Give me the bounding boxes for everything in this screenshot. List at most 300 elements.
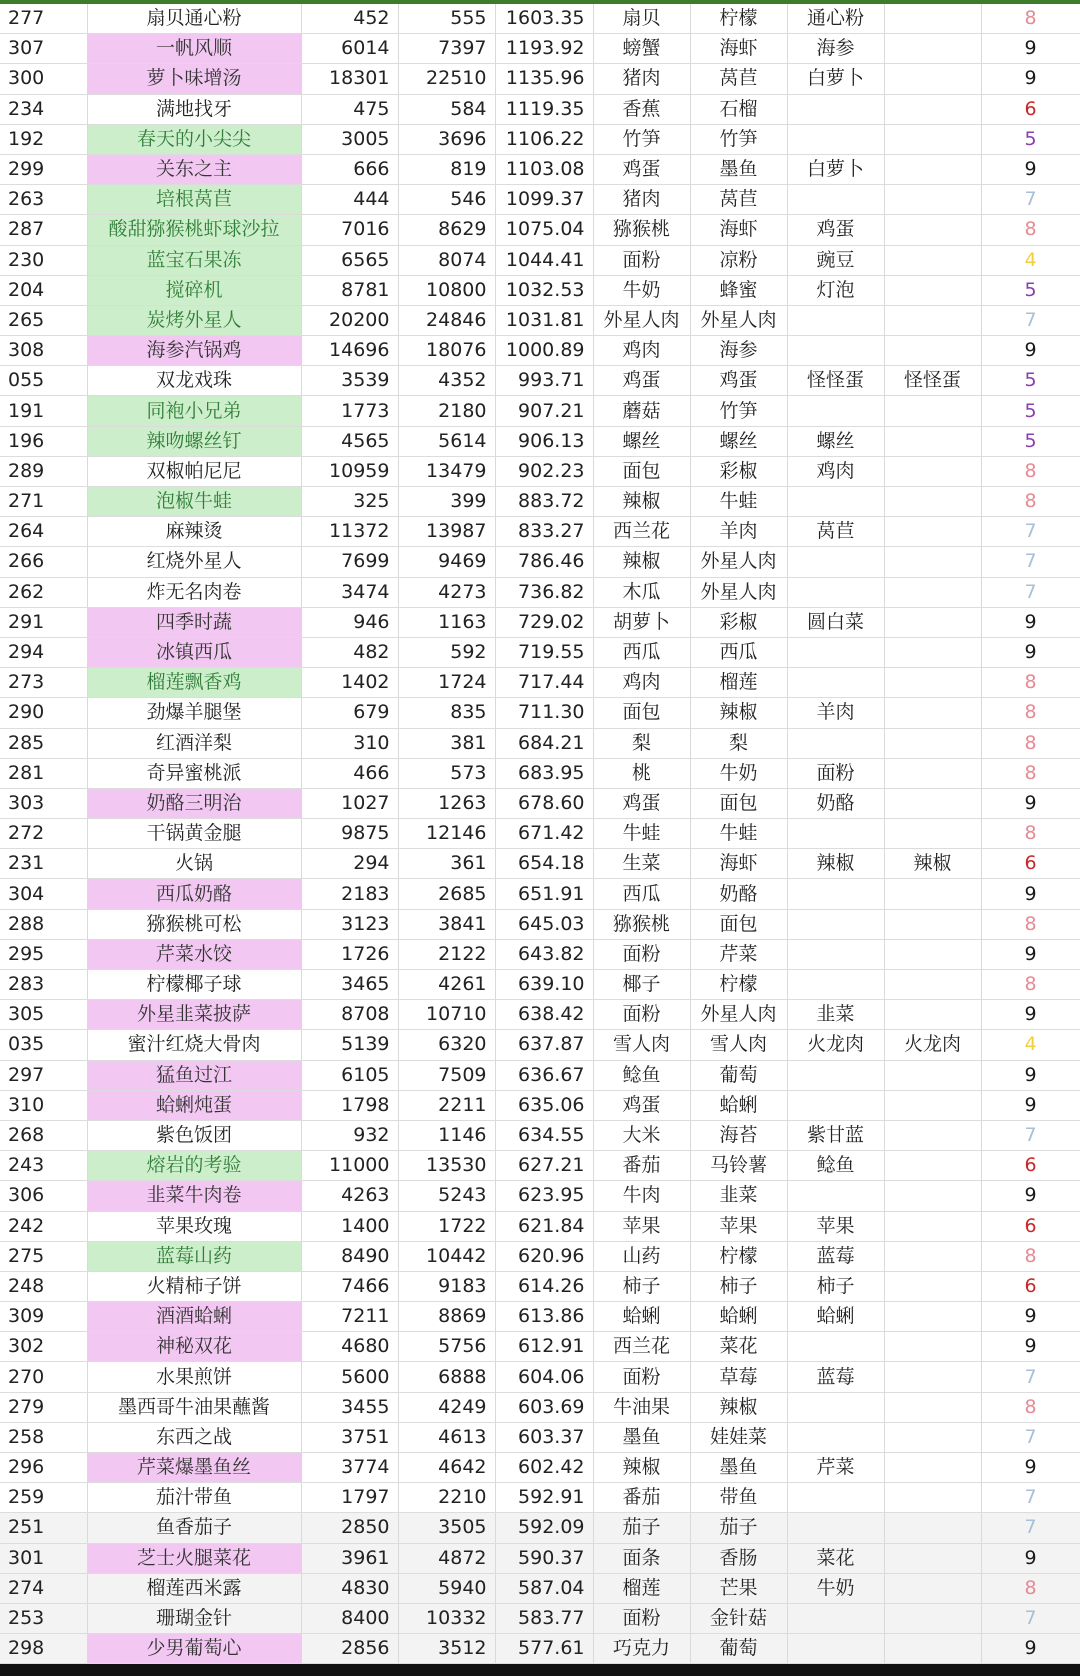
cell-id[interactable]: 275 — [0, 1241, 87, 1271]
cell-ingredient-1[interactable]: 木瓜 — [593, 577, 690, 607]
cell-dish-name[interactable]: 炭烤外星人 — [87, 305, 301, 335]
cell-id[interactable]: 035 — [0, 1030, 87, 1060]
cell-id[interactable]: 306 — [0, 1181, 87, 1211]
cell-ingredient-3[interactable]: 圆白菜 — [787, 607, 884, 637]
cell-id[interactable]: 242 — [0, 1211, 87, 1241]
cell-dish-name[interactable]: 春天的小尖尖 — [87, 124, 301, 154]
cell-id[interactable]: 234 — [0, 94, 87, 124]
cell-value-a[interactable]: 18301 — [301, 64, 398, 94]
cell-ingredient-1[interactable]: 椰子 — [593, 970, 690, 1000]
cell-level[interactable]: 7 — [981, 305, 1080, 335]
cell-ingredient-4[interactable] — [884, 758, 981, 788]
cell-value-b[interactable]: 573 — [398, 758, 495, 788]
cell-ingredient-1[interactable]: 生菜 — [593, 849, 690, 879]
cell-ingredient-4[interactable] — [884, 64, 981, 94]
cell-ingredient-4[interactable] — [884, 879, 981, 909]
cell-dish-name[interactable]: 韭菜牛肉卷 — [87, 1181, 301, 1211]
cell-ingredient-4[interactable] — [884, 607, 981, 637]
cell-value-a[interactable]: 310 — [301, 728, 398, 758]
cell-level[interactable]: 8 — [981, 698, 1080, 728]
cell-value-c[interactable]: 577.61 — [495, 1634, 593, 1664]
cell-ingredient-4[interactable] — [884, 1302, 981, 1332]
cell-ingredient-1[interactable]: 面粉 — [593, 939, 690, 969]
cell-dish-name[interactable]: 蓝宝石果冻 — [87, 245, 301, 275]
cell-value-a[interactable]: 3751 — [301, 1422, 398, 1452]
cell-value-a[interactable]: 3539 — [301, 366, 398, 396]
cell-value-b[interactable]: 4642 — [398, 1453, 495, 1483]
cell-id[interactable]: 231 — [0, 849, 87, 879]
cell-level[interactable]: 8 — [981, 1392, 1080, 1422]
cell-dish-name[interactable]: 外星韭菜披萨 — [87, 1000, 301, 1030]
cell-ingredient-2[interactable]: 外星人肉 — [690, 547, 787, 577]
cell-value-c[interactable]: 786.46 — [495, 547, 593, 577]
cell-value-c[interactable]: 678.60 — [495, 788, 593, 818]
cell-value-c[interactable]: 651.91 — [495, 879, 593, 909]
cell-ingredient-3[interactable] — [787, 487, 884, 517]
cell-value-b[interactable]: 592 — [398, 637, 495, 667]
cell-value-a[interactable]: 4830 — [301, 1573, 398, 1603]
cell-ingredient-2[interactable]: 墨鱼 — [690, 1453, 787, 1483]
cell-ingredient-4[interactable] — [884, 1060, 981, 1090]
cell-ingredient-4[interactable] — [884, 1483, 981, 1513]
cell-ingredient-3[interactable]: 豌豆 — [787, 245, 884, 275]
cell-dish-name[interactable]: 水果煎饼 — [87, 1362, 301, 1392]
cell-ingredient-2[interactable]: 韭菜 — [690, 1181, 787, 1211]
cell-level[interactable]: 5 — [981, 275, 1080, 305]
cell-ingredient-4[interactable] — [884, 1603, 981, 1633]
cell-id[interactable]: 289 — [0, 456, 87, 486]
cell-value-b[interactable]: 1722 — [398, 1211, 495, 1241]
cell-value-c[interactable]: 590.37 — [495, 1543, 593, 1573]
cell-dish-name[interactable]: 培根莴苣 — [87, 185, 301, 215]
cell-dish-name[interactable]: 鱼香茄子 — [87, 1513, 301, 1543]
cell-value-b[interactable]: 9469 — [398, 547, 495, 577]
cell-ingredient-2[interactable]: 海虾 — [690, 849, 787, 879]
cell-ingredient-2[interactable]: 海苔 — [690, 1120, 787, 1150]
cell-ingredient-3[interactable] — [787, 909, 884, 939]
cell-id[interactable]: 253 — [0, 1603, 87, 1633]
cell-id[interactable]: 287 — [0, 215, 87, 245]
cell-ingredient-4[interactable] — [884, 1241, 981, 1271]
cell-value-c[interactable]: 612.91 — [495, 1332, 593, 1362]
cell-dish-name[interactable]: 搅碎机 — [87, 275, 301, 305]
cell-id[interactable]: 268 — [0, 1120, 87, 1150]
cell-ingredient-3[interactable]: 鲶鱼 — [787, 1151, 884, 1181]
cell-value-c[interactable]: 684.21 — [495, 728, 593, 758]
cell-id[interactable]: 266 — [0, 547, 87, 577]
cell-ingredient-2[interactable]: 外星人肉 — [690, 577, 787, 607]
cell-ingredient-3[interactable]: 螺丝 — [787, 426, 884, 456]
cell-id[interactable]: 285 — [0, 728, 87, 758]
cell-ingredient-4[interactable] — [884, 1181, 981, 1211]
cell-ingredient-3[interactable]: 蓝莓 — [787, 1362, 884, 1392]
cell-ingredient-3[interactable]: 白萝卜 — [787, 64, 884, 94]
cell-value-b[interactable]: 361 — [398, 849, 495, 879]
cell-value-a[interactable]: 3961 — [301, 1543, 398, 1573]
cell-ingredient-1[interactable]: 猪肉 — [593, 185, 690, 215]
cell-value-b[interactable]: 4273 — [398, 577, 495, 607]
cell-value-a[interactable]: 1402 — [301, 668, 398, 698]
cell-value-b[interactable]: 4613 — [398, 1422, 495, 1452]
cell-value-a[interactable]: 8400 — [301, 1603, 398, 1633]
cell-value-a[interactable]: 3005 — [301, 124, 398, 154]
cell-dish-name[interactable]: 炸无名肉卷 — [87, 577, 301, 607]
cell-ingredient-3[interactable] — [787, 577, 884, 607]
cell-level[interactable]: 6 — [981, 1271, 1080, 1301]
cell-value-b[interactable]: 2180 — [398, 396, 495, 426]
cell-id[interactable]: 265 — [0, 305, 87, 335]
cell-level[interactable]: 9 — [981, 1302, 1080, 1332]
cell-id[interactable]: 262 — [0, 577, 87, 607]
cell-ingredient-4[interactable] — [884, 1151, 981, 1181]
cell-ingredient-2[interactable]: 香肠 — [690, 1543, 787, 1573]
cell-ingredient-4[interactable] — [884, 547, 981, 577]
cell-ingredient-2[interactable]: 凉粉 — [690, 245, 787, 275]
cell-dish-name[interactable]: 四季时蔬 — [87, 607, 301, 637]
cell-value-a[interactable]: 4680 — [301, 1332, 398, 1362]
cell-ingredient-1[interactable]: 牛肉 — [593, 1181, 690, 1211]
cell-ingredient-2[interactable]: 海虾 — [690, 34, 787, 64]
cell-value-a[interactable]: 932 — [301, 1120, 398, 1150]
cell-ingredient-2[interactable]: 螺丝 — [690, 426, 787, 456]
cell-level[interactable]: 9 — [981, 939, 1080, 969]
cell-ingredient-3[interactable]: 菜花 — [787, 1543, 884, 1573]
cell-value-a[interactable]: 482 — [301, 637, 398, 667]
cell-ingredient-3[interactable]: 牛奶 — [787, 1573, 884, 1603]
cell-value-a[interactable]: 8708 — [301, 1000, 398, 1030]
cell-value-b[interactable]: 555 — [398, 4, 495, 34]
cell-ingredient-2[interactable]: 娃娃菜 — [690, 1422, 787, 1452]
cell-id[interactable]: 251 — [0, 1513, 87, 1543]
cell-ingredient-1[interactable]: 桃 — [593, 758, 690, 788]
cell-ingredient-4[interactable] — [884, 305, 981, 335]
cell-level[interactable]: 8 — [981, 909, 1080, 939]
cell-value-b[interactable]: 6888 — [398, 1362, 495, 1392]
cell-ingredient-1[interactable]: 鸡肉 — [593, 336, 690, 366]
cell-value-c[interactable]: 620.96 — [495, 1241, 593, 1271]
cell-id[interactable]: 297 — [0, 1060, 87, 1090]
cell-ingredient-3[interactable] — [787, 1060, 884, 1090]
cell-ingredient-3[interactable]: 奶酪 — [787, 788, 884, 818]
cell-value-a[interactable]: 8781 — [301, 275, 398, 305]
cell-value-a[interactable]: 3455 — [301, 1392, 398, 1422]
cell-ingredient-1[interactable]: 茄子 — [593, 1513, 690, 1543]
cell-ingredient-3[interactable]: 蓝莓 — [787, 1241, 884, 1271]
cell-ingredient-3[interactable] — [787, 124, 884, 154]
cell-ingredient-3[interactable] — [787, 668, 884, 698]
cell-id[interactable]: 295 — [0, 939, 87, 969]
cell-value-b[interactable]: 1146 — [398, 1120, 495, 1150]
cell-id[interactable]: 191 — [0, 396, 87, 426]
cell-value-b[interactable]: 10710 — [398, 1000, 495, 1030]
cell-ingredient-3[interactable]: 鸡蛋 — [787, 215, 884, 245]
cell-ingredient-4[interactable] — [884, 1513, 981, 1543]
cell-dish-name[interactable]: 红酒洋梨 — [87, 728, 301, 758]
cell-value-a[interactable]: 946 — [301, 607, 398, 637]
cell-ingredient-2[interactable]: 葡萄 — [690, 1634, 787, 1664]
cell-ingredient-4[interactable] — [884, 1090, 981, 1120]
cell-ingredient-1[interactable]: 大米 — [593, 1120, 690, 1150]
cell-ingredient-4[interactable] — [884, 517, 981, 547]
cell-dish-name[interactable]: 泡椒牛蛙 — [87, 487, 301, 517]
cell-level[interactable]: 4 — [981, 1030, 1080, 1060]
cell-value-a[interactable]: 11000 — [301, 1151, 398, 1181]
cell-value-b[interactable]: 7397 — [398, 34, 495, 64]
cell-ingredient-3[interactable] — [787, 939, 884, 969]
cell-level[interactable]: 8 — [981, 728, 1080, 758]
cell-dish-name[interactable]: 茄汁带鱼 — [87, 1483, 301, 1513]
cell-level[interactable]: 9 — [981, 788, 1080, 818]
cell-ingredient-1[interactable]: 西瓜 — [593, 637, 690, 667]
cell-dish-name[interactable]: 干锅黄金腿 — [87, 819, 301, 849]
cell-ingredient-2[interactable]: 外星人肉 — [690, 305, 787, 335]
cell-dish-name[interactable]: 榴莲西米露 — [87, 1573, 301, 1603]
cell-ingredient-4[interactable] — [884, 1543, 981, 1573]
cell-dish-name[interactable]: 火精柿子饼 — [87, 1271, 301, 1301]
cell-ingredient-1[interactable]: 牛蛙 — [593, 819, 690, 849]
cell-dish-name[interactable]: 猕猴桃可松 — [87, 909, 301, 939]
cell-level[interactable]: 7 — [981, 1362, 1080, 1392]
cell-ingredient-4[interactable] — [884, 456, 981, 486]
cell-id[interactable]: 291 — [0, 607, 87, 637]
cell-id[interactable]: 055 — [0, 366, 87, 396]
cell-ingredient-2[interactable]: 苹果 — [690, 1211, 787, 1241]
cell-dish-name[interactable]: 猛鱼过江 — [87, 1060, 301, 1090]
cell-ingredient-1[interactable]: 墨鱼 — [593, 1422, 690, 1452]
cell-ingredient-2[interactable]: 外星人肉 — [690, 1000, 787, 1030]
cell-value-c[interactable]: 637.87 — [495, 1030, 593, 1060]
cell-ingredient-1[interactable]: 榴莲 — [593, 1573, 690, 1603]
cell-level[interactable]: 5 — [981, 396, 1080, 426]
cell-ingredient-1[interactable]: 番茄 — [593, 1483, 690, 1513]
cell-value-a[interactable]: 3774 — [301, 1453, 398, 1483]
cell-dish-name[interactable]: 芹菜水饺 — [87, 939, 301, 969]
cell-dish-name[interactable]: 珊瑚金针 — [87, 1603, 301, 1633]
cell-value-b[interactable]: 819 — [398, 154, 495, 184]
cell-value-c[interactable]: 614.26 — [495, 1271, 593, 1301]
cell-ingredient-4[interactable]: 怪怪蛋 — [884, 366, 981, 396]
cell-value-a[interactable]: 1773 — [301, 396, 398, 426]
cell-value-a[interactable]: 20200 — [301, 305, 398, 335]
cell-value-c[interactable]: 603.37 — [495, 1422, 593, 1452]
cell-ingredient-1[interactable]: 猕猴桃 — [593, 909, 690, 939]
cell-ingredient-4[interactable] — [884, 1000, 981, 1030]
cell-level[interactable]: 4 — [981, 245, 1080, 275]
cell-value-c[interactable]: 883.72 — [495, 487, 593, 517]
cell-value-c[interactable]: 639.10 — [495, 970, 593, 1000]
cell-level[interactable]: 7 — [981, 1422, 1080, 1452]
cell-value-c[interactable]: 1193.92 — [495, 34, 593, 64]
cell-value-c[interactable]: 602.42 — [495, 1453, 593, 1483]
cell-value-c[interactable]: 906.13 — [495, 426, 593, 456]
cell-ingredient-4[interactable]: 火龙肉 — [884, 1030, 981, 1060]
cell-value-b[interactable]: 10800 — [398, 275, 495, 305]
cell-id[interactable]: 288 — [0, 909, 87, 939]
cell-value-a[interactable]: 3465 — [301, 970, 398, 1000]
cell-value-b[interactable]: 2122 — [398, 939, 495, 969]
cell-value-c[interactable]: 1075.04 — [495, 215, 593, 245]
cell-ingredient-2[interactable]: 羊肉 — [690, 517, 787, 547]
cell-value-a[interactable]: 444 — [301, 185, 398, 215]
cell-value-a[interactable]: 5600 — [301, 1362, 398, 1392]
cell-ingredient-1[interactable]: 面粉 — [593, 245, 690, 275]
cell-value-a[interactable]: 9875 — [301, 819, 398, 849]
cell-level[interactable]: 9 — [981, 64, 1080, 94]
cell-ingredient-4[interactable] — [884, 275, 981, 305]
cell-id[interactable]: 299 — [0, 154, 87, 184]
cell-id[interactable]: 298 — [0, 1634, 87, 1664]
cell-value-a[interactable]: 666 — [301, 154, 398, 184]
cell-level[interactable]: 8 — [981, 758, 1080, 788]
cell-value-a[interactable]: 1726 — [301, 939, 398, 969]
cell-ingredient-4[interactable] — [884, 637, 981, 667]
cell-ingredient-1[interactable]: 竹笋 — [593, 124, 690, 154]
cell-ingredient-3[interactable] — [787, 1513, 884, 1543]
cell-value-c[interactable]: 621.84 — [495, 1211, 593, 1241]
cell-value-c[interactable]: 627.21 — [495, 1151, 593, 1181]
cell-level[interactable]: 9 — [981, 1543, 1080, 1573]
cell-ingredient-3[interactable]: 蛤蜊 — [787, 1302, 884, 1332]
cell-value-a[interactable]: 3123 — [301, 909, 398, 939]
cell-ingredient-3[interactable] — [787, 396, 884, 426]
cell-value-b[interactable]: 10332 — [398, 1603, 495, 1633]
cell-ingredient-3[interactable] — [787, 185, 884, 215]
cell-ingredient-4[interactable] — [884, 698, 981, 728]
cell-ingredient-2[interactable]: 菜花 — [690, 1332, 787, 1362]
cell-id[interactable]: 272 — [0, 819, 87, 849]
cell-value-a[interactable]: 2850 — [301, 1513, 398, 1543]
cell-level[interactable]: 8 — [981, 487, 1080, 517]
cell-level[interactable]: 6 — [981, 849, 1080, 879]
cell-ingredient-2[interactable]: 芒果 — [690, 1573, 787, 1603]
cell-value-b[interactable]: 7509 — [398, 1060, 495, 1090]
cell-ingredient-3[interactable] — [787, 637, 884, 667]
cell-ingredient-1[interactable]: 外星人肉 — [593, 305, 690, 335]
cell-value-b[interactable]: 24846 — [398, 305, 495, 335]
cell-value-b[interactable]: 8074 — [398, 245, 495, 275]
cell-ingredient-1[interactable]: 面粉 — [593, 1362, 690, 1392]
cell-id[interactable]: 259 — [0, 1483, 87, 1513]
cell-value-a[interactable]: 2183 — [301, 879, 398, 909]
cell-level[interactable]: 8 — [981, 668, 1080, 698]
cell-ingredient-4[interactable] — [884, 1271, 981, 1301]
cell-ingredient-4[interactable] — [884, 1211, 981, 1241]
cell-id[interactable]: 305 — [0, 1000, 87, 1030]
cell-ingredient-2[interactable]: 面包 — [690, 909, 787, 939]
cell-ingredient-4[interactable]: 辣椒 — [884, 849, 981, 879]
cell-ingredient-2[interactable]: 蜂蜜 — [690, 275, 787, 305]
cell-ingredient-4[interactable] — [884, 185, 981, 215]
cell-ingredient-1[interactable]: 面包 — [593, 456, 690, 486]
cell-ingredient-3[interactable]: 苹果 — [787, 1211, 884, 1241]
cell-ingredient-1[interactable]: 蛤蜊 — [593, 1302, 690, 1332]
cell-ingredient-4[interactable] — [884, 245, 981, 275]
cell-ingredient-3[interactable]: 鸡肉 — [787, 456, 884, 486]
cell-level[interactable]: 9 — [981, 1181, 1080, 1211]
cell-value-b[interactable]: 8629 — [398, 215, 495, 245]
cell-ingredient-3[interactable]: 莴苣 — [787, 517, 884, 547]
cell-ingredient-1[interactable]: 辣椒 — [593, 547, 690, 577]
cell-ingredient-1[interactable]: 鸡蛋 — [593, 1090, 690, 1120]
cell-ingredient-2[interactable]: 草莓 — [690, 1362, 787, 1392]
cell-level[interactable]: 7 — [981, 1603, 1080, 1633]
cell-value-b[interactable]: 3841 — [398, 909, 495, 939]
cell-ingredient-2[interactable]: 辣椒 — [690, 698, 787, 728]
cell-ingredient-2[interactable]: 莴苣 — [690, 64, 787, 94]
cell-dish-name[interactable]: 海参汽锅鸡 — [87, 336, 301, 366]
cell-id[interactable]: 307 — [0, 34, 87, 64]
cell-value-c[interactable]: 736.82 — [495, 577, 593, 607]
cell-dish-name[interactable]: 红烧外星人 — [87, 547, 301, 577]
cell-ingredient-4[interactable] — [884, 909, 981, 939]
cell-level[interactable]: 9 — [981, 1000, 1080, 1030]
cell-id[interactable]: 263 — [0, 185, 87, 215]
cell-value-c[interactable]: 729.02 — [495, 607, 593, 637]
cell-ingredient-4[interactable] — [884, 124, 981, 154]
cell-value-a[interactable]: 294 — [301, 849, 398, 879]
cell-ingredient-1[interactable]: 面粉 — [593, 1603, 690, 1633]
cell-value-b[interactable]: 5243 — [398, 1181, 495, 1211]
cell-value-c[interactable]: 993.71 — [495, 366, 593, 396]
cell-level[interactable]: 9 — [981, 637, 1080, 667]
cell-id[interactable]: 309 — [0, 1302, 87, 1332]
cell-dish-name[interactable]: 蜜汁红烧大骨肉 — [87, 1030, 301, 1060]
cell-id[interactable]: 303 — [0, 788, 87, 818]
cell-ingredient-1[interactable]: 西兰花 — [593, 517, 690, 547]
cell-ingredient-1[interactable]: 辣椒 — [593, 1453, 690, 1483]
cell-ingredient-3[interactable] — [787, 1634, 884, 1664]
cell-id[interactable]: 308 — [0, 336, 87, 366]
cell-value-a[interactable]: 325 — [301, 487, 398, 517]
cell-value-c[interactable]: 1000.89 — [495, 336, 593, 366]
cell-ingredient-2[interactable]: 蛤蜊 — [690, 1302, 787, 1332]
cell-ingredient-1[interactable]: 面粉 — [593, 1000, 690, 1030]
cell-ingredient-3[interactable]: 面粉 — [787, 758, 884, 788]
cell-value-b[interactable]: 5940 — [398, 1573, 495, 1603]
cell-value-c[interactable]: 1106.22 — [495, 124, 593, 154]
cell-ingredient-1[interactable]: 胡萝卜 — [593, 607, 690, 637]
cell-value-b[interactable]: 3512 — [398, 1634, 495, 1664]
cell-ingredient-3[interactable]: 通心粉 — [787, 4, 884, 34]
cell-ingredient-3[interactable]: 芹菜 — [787, 1453, 884, 1483]
cell-ingredient-4[interactable] — [884, 728, 981, 758]
cell-level[interactable]: 8 — [981, 819, 1080, 849]
cell-dish-name[interactable]: 双椒帕尼尼 — [87, 456, 301, 486]
cell-id[interactable]: 230 — [0, 245, 87, 275]
cell-ingredient-3[interactable] — [787, 1483, 884, 1513]
cell-value-c[interactable]: 603.69 — [495, 1392, 593, 1422]
cell-value-b[interactable]: 1263 — [398, 788, 495, 818]
cell-ingredient-2[interactable]: 梨 — [690, 728, 787, 758]
cell-ingredient-2[interactable]: 海虾 — [690, 215, 787, 245]
cell-ingredient-2[interactable]: 柠檬 — [690, 970, 787, 1000]
cell-value-c[interactable]: 592.09 — [495, 1513, 593, 1543]
cell-ingredient-1[interactable]: 鸡蛋 — [593, 154, 690, 184]
cell-level[interactable]: 6 — [981, 1151, 1080, 1181]
cell-value-b[interactable]: 1724 — [398, 668, 495, 698]
cell-dish-name[interactable]: 辣吻螺丝钉 — [87, 426, 301, 456]
cell-id[interactable]: 196 — [0, 426, 87, 456]
cell-value-c[interactable]: 613.86 — [495, 1302, 593, 1332]
cell-level[interactable]: 6 — [981, 94, 1080, 124]
cell-value-a[interactable]: 7466 — [301, 1271, 398, 1301]
cell-id[interactable]: 273 — [0, 668, 87, 698]
cell-level[interactable]: 8 — [981, 4, 1080, 34]
cell-ingredient-4[interactable] — [884, 487, 981, 517]
cell-level[interactable]: 8 — [981, 215, 1080, 245]
cell-value-c[interactable]: 1099.37 — [495, 185, 593, 215]
cell-ingredient-4[interactable] — [884, 215, 981, 245]
